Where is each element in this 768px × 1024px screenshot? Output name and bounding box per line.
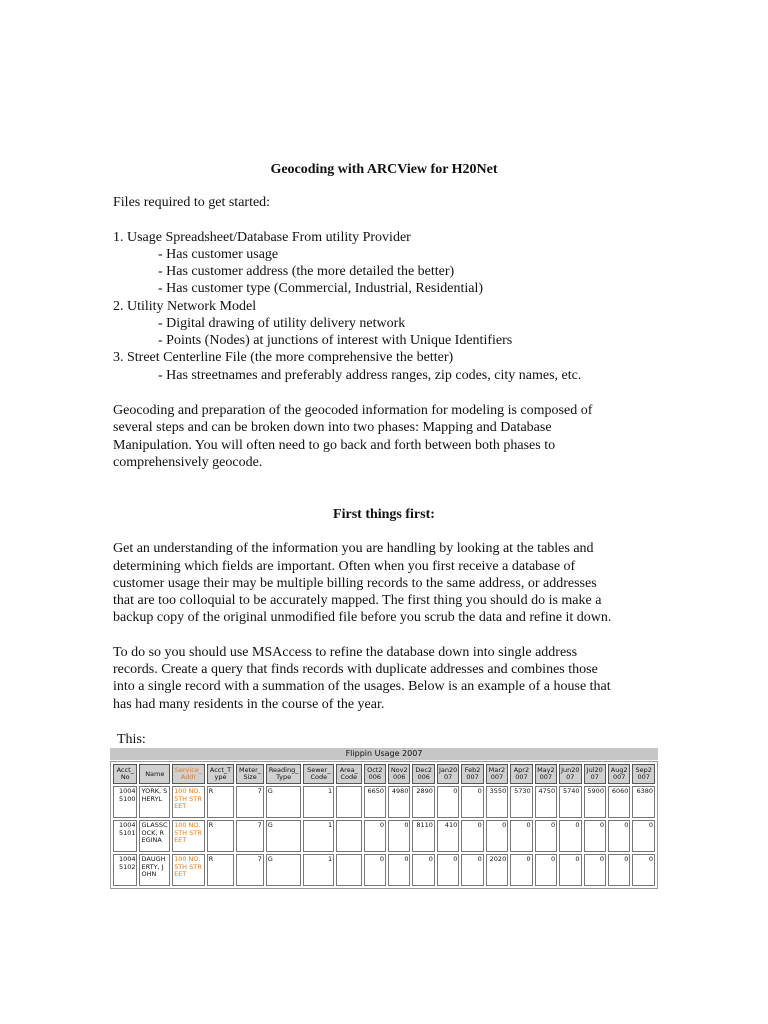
column-header: Oct2006 [364,764,386,784]
table-cell: DAUGHERTY, JOHN [139,854,170,886]
table-cell: 0 [388,854,410,886]
table-cell: 10045102 [113,854,137,886]
table-cell: GLASSCOCK, REGINA [139,820,170,852]
column-header: Sep2007 [632,764,655,784]
paragraph-line: comprehensively geocode. [113,455,263,470]
column-header: Reading_Type [266,764,302,784]
column-header: Feb2007 [461,764,483,784]
table-cell: 10045101 [113,820,137,852]
table-cell: G [266,820,302,852]
paragraph-line: records. Create a query that finds records with duplicate addresses and combines those [113,662,598,677]
table-header-row [113,764,655,784]
column-header: Area_Code [336,764,362,784]
table-cell: 0 [364,854,386,886]
paragraph-line: customer usage their may be multiple billing records to the same address, or addresses [113,576,597,591]
table-cell: 0 [584,854,606,886]
table-cell: R [207,854,235,886]
table-cell: 0 [608,854,630,886]
table-cell: 0 [584,820,606,852]
paragraph-line: several steps and can be broken down into two phases: Mapping and Database [113,420,552,435]
column-header: Apr2007 [510,764,532,784]
table-cell: 100 NO. 5TH STREET [172,854,205,886]
column-header: May2007 [535,764,557,784]
table-cell: 7 [236,854,264,886]
document-title: Geocoding with ARCView for H20Net [270,162,498,177]
table-cell: R [207,786,235,818]
table-cell: 0 [461,854,483,886]
table-cell: 0 [461,786,483,818]
table-cell: YORK, SHERYL [139,786,170,818]
files-intro: Files required to get started: [113,195,271,210]
table-cell: G [266,854,302,886]
paragraph-line: that are too colloquial to be accurately mapped. The first thing you should do is make a [113,593,602,608]
table-cell [336,786,362,818]
column-header: Aug2007 [608,764,630,784]
table-row [113,820,655,852]
list-subitem: - Has customer address (the more detailed the better) [158,264,455,279]
table-cell: 4980 [388,786,410,818]
table-cell: 2020 [486,854,508,886]
table-cell: 5730 [510,786,532,818]
paragraph-line: backup copy of the original unmodified file before you scrub the data and refine it down. [113,610,612,625]
table-cell: 0 [608,820,630,852]
table-cell: 0 [364,820,386,852]
table-cell: 0 [559,820,581,852]
table-cell: 10045100 [113,786,137,818]
table-cell: 6650 [364,786,386,818]
table-cell: 0 [412,854,434,886]
list-item-3: 3. Street Centerline File (the more comprehensive the better) [113,350,454,365]
list-subitem: - Has customer type (Commercial, Industrial, Residential) [158,281,484,296]
list-subitem: - Points (Nodes) at junctions of interest with Unique Identifiers [158,333,513,348]
list-subitem: - Digital drawing of utility delivery network [158,316,406,331]
table-cell: 0 [437,786,459,818]
column-header: Acct_No [113,764,137,784]
section-heading: First things first: [333,507,435,522]
table-cell: 0 [632,820,655,852]
paragraph-line: into a single record with a summation of the usages. Below is an example of a house that [113,679,611,694]
table-cell: 1 [303,786,334,818]
table-cell: 7 [236,820,264,852]
column-header: Sewer_Code [303,764,334,784]
list-subitem: - Has customer usage [158,247,279,262]
table-cell: 0 [461,820,483,852]
table-cell: 0 [486,820,508,852]
table-cell: 0 [510,854,532,886]
table-cell: 100 NO. 5TH STREET [172,820,205,852]
column-header: Jun2007 [559,764,581,784]
paragraph-line: determining which fields are important. Often when you first receive a database of [113,559,576,574]
table-cell: 6060 [608,786,630,818]
table-cell: 0 [510,820,532,852]
this-label: This: [117,732,146,747]
usage-table [110,761,658,889]
column-header: Mar2007 [486,764,508,784]
table-cell: R [207,820,235,852]
table-cell: 7 [236,786,264,818]
table-row [113,854,655,886]
table-cell: 2890 [412,786,434,818]
table-cell: 0 [535,820,557,852]
paragraph-line: has had many residents in the course of the year. [113,697,385,712]
table-cell: G [266,786,302,818]
table-cell: 1 [303,854,334,886]
table-cell: 3550 [486,786,508,818]
table-cell: 0 [632,854,655,886]
table-row [113,786,655,818]
table-cell: 5900 [584,786,606,818]
paragraph-line: Geocoding and preparation of the geocoded information for modeling is composed of [113,403,593,418]
list-item-2: 2. Utility Network Model [113,299,257,314]
column-header: Dec2006 [412,764,434,784]
table-cell: 100 NO. 5TH STREET [172,786,205,818]
column-header: Jul2007 [584,764,606,784]
column-header: Nov2006 [388,764,410,784]
table-cell: 1 [303,820,334,852]
paragraph-line: To do so you should use MSAccess to refine the database down into single address [113,645,578,660]
table-caption: Flippin Usage 2007 [110,748,658,760]
table-cell: 4750 [535,786,557,818]
table-cell: 8110 [412,820,434,852]
table-cell: 0 [437,854,459,886]
table-cell: 0 [388,820,410,852]
paragraph-line: Manipulation. You will often need to go back and forth between both phases to [113,438,556,453]
usage-table-container [110,748,658,889]
table-cell: 410 [437,820,459,852]
column-header: Jan2007 [437,764,459,784]
table-cell: 5740 [559,786,581,818]
table-cell: 0 [559,854,581,886]
column-header: Meter_Size [236,764,264,784]
list-subitem: - Has streetnames and preferably address ranges, zip codes, city names, etc. [158,368,582,383]
table-cell [336,854,362,886]
column-header: Service_Addr [172,764,205,784]
list-item-1: 1. Usage Spreadsheet/Database From utility Provider [113,230,411,245]
table-cell [336,820,362,852]
column-header: Name [139,764,170,784]
table-cell: 0 [535,854,557,886]
paragraph-line: Get an understanding of the information you are handling by looking at the tables and [113,541,594,556]
table-cell: 6380 [632,786,655,818]
table-body [113,786,655,886]
column-header: Acct_Type [207,764,235,784]
